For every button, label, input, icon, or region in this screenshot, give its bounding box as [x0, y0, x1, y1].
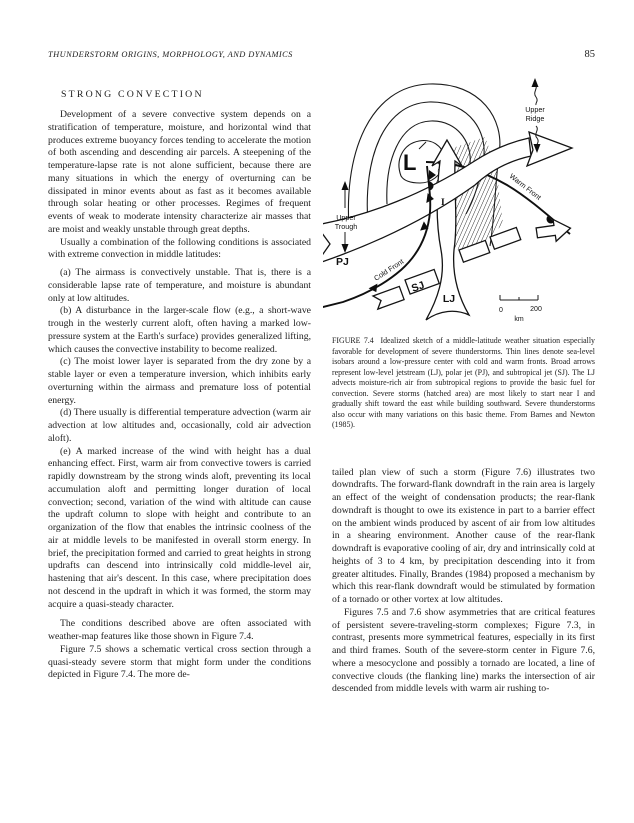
scale-200-label: 200: [530, 306, 542, 313]
paragraph: The conditions described above are often associated with weather-map features like those shown in Figure 7.4.: [48, 618, 311, 642]
warm-front-label: Warm Front: [507, 171, 543, 202]
upper-trough-label: Trough: [334, 222, 358, 231]
cold-front-label: Cold Front: [372, 256, 406, 283]
list-item-d: (d) There usually is differential temperature advection (warm air advection at low altitudes and, occasionally, cold air advection aloft).: [48, 407, 311, 444]
upper-ridge-label: Ridge: [525, 114, 545, 123]
list-item-c: (c) The moist lower layer is separated from the dry zone by a stable layer or even a temperature inversion, which inhibits early overturning within the airmass and premature loss of potential energy.: [48, 356, 311, 406]
right-column-body: [332, 467, 595, 697]
low-pressure-label: L: [403, 150, 417, 175]
scale-bar: [499, 295, 542, 323]
scale-zero-label: 0: [499, 307, 503, 314]
figure-caption-label: FIGURE 7.4: [332, 336, 374, 345]
running-title: THUNDERSTORM ORIGINS, MORPHOLOGY, AND DYNAMICS: [48, 50, 293, 59]
page-number: 85: [584, 49, 595, 60]
polar-jet-label: PJ: [336, 256, 349, 268]
paragraph: Development of a severe convective system depends on a stratification of temperature, moisture, and horizontal wind that produces extreme buoyancy forces tending to accelerate the motion of both ascending and descending air parcels. A steepening of the temperature-lapse rate is not alone sufficient, because there are many situations in which the energy of overturning can be dissipated in minor events about as fast as it becomes available through solar heating or other processes. Regimes of frequent events of weak to moderate intensity characterize air masses that are moist and weakly unstable through great depths.: [48, 109, 311, 235]
polar-jet-arrowhead: [527, 132, 572, 166]
low-center-tick: [419, 142, 426, 149]
list-item-e: (e) A marked increase of the wind with height has a dual enhancing effect. First, warm air from convective towers is carried rapidly downstream by the strong winds aloft, preventing its local accumulation aloft and permitting longer duration of local convection; second, variation of the wind with altitude can cause the updraft column to slope with height and contribute to an organization of the flow that enables the intrinsic coolness of the air at middle levels to be manifested in overall storm energy. In brief, the precipitation formed and carried to great heights in strong updrafts can descend into intrinsically cold middle-level air, hastening that air's descent. In this case, where precipitation does not descend in the updraft in which it was formed, the storm may acquire a quasi-steady character.: [48, 445, 311, 610]
list-item-a: (a) The airmass is convectively unstable. That is, there is a considerable lapse rate of temperature, and moisture is abundant only at low altitudes.: [48, 267, 311, 304]
figure-7-4: [332, 74, 595, 431]
paragraph: Figures 7.5 and 7.6 show asymmetries that are critical features of persistent severe-traveling-storm complexes; Figure 7.3, in contrast, presents more symmetrical features, especially in its first and third frames. South of the severe-storm center in Figure 7.6, where a mesocyclone and possibly a tornado are located, a line of convective clouds (the flanking line) marks the intersection of air descended from middle levels with warm air rushing to-: [332, 606, 595, 695]
running-head: [48, 49, 595, 60]
upper-trough-label: Upper: [336, 213, 356, 222]
section-heading: STRONG CONVECTION: [61, 89, 204, 100]
storm-start-point-label: I: [441, 198, 445, 208]
flow-block-arrow: [535, 217, 572, 244]
list-item-b: (b) A disturbance in the larger-scale flow (e.g., a short-wave trough in the westerly current aloft, often having a marked low-pressure system at the Earth's surface) provides generalized lifting, which causes the convective instability to become realized.: [48, 305, 311, 355]
paragraph: tailed plan view of such a storm (Figure 7.6) illustrates two downdrafts. The forward-flank downdraft in the rain area is largely an effect of the weight of condensation products; the rear-flank downdraft is thought to owe its existence in part to a barrier effect on the ambient winds produced by ascent of air from low altitudes in a shearing environment. Another cause of the rear-flank downdraft is evaporative cooling of air, dry and intrinsically cold at heights of 3 to 4 km, by precipitation descending into it from greater altitudes. Finally, Brandes (1984) proposed a mechanism by which this rear-flank downdraft would be stimulated by formation of a tornado or other vortex at low altitudes.: [332, 466, 595, 605]
left-column: [48, 72, 311, 696]
paragraph: Figure 7.5 shows a schematic vertical cross section through a quasi-steady severe storm that might form under the conditions depicted in Figure 7.4. The more de-: [48, 643, 311, 681]
two-column-layout: [48, 72, 595, 696]
weather-map-sketch: [323, 74, 595, 332]
scale-unit-label: km: [514, 316, 524, 323]
paragraph: Usually a combination of the following conditions is associated with extreme convection in middle latitudes:: [48, 236, 311, 261]
figure-caption: [332, 336, 595, 431]
right-column: [332, 72, 595, 696]
figure-caption-text: Idealized sketch of a middle-latitude weather situation especially favorable for development of severe thunderstorms. Thin lines denote sea-level isobars around a low-pressure center with cold and warm fronts. Broad arrows represent low-level jetstream (LJ), polar jet (PJ), and subtropical jet (SJ). The LJ advects moisture-rich air from subtropical regions to provide the basic fuel for convection. Severe storms (hatched area) are most likely to start near I and gradually shift toward the east while building southward. Severe thunderstorms also occur with many variations on this basic theme. From Barnes and Newton (1985).: [332, 336, 595, 429]
subtropical-jet-label: SJ: [409, 279, 427, 295]
low-level-jet-label: LJ: [442, 293, 456, 305]
upper-ridge-label: Upper: [525, 105, 545, 114]
